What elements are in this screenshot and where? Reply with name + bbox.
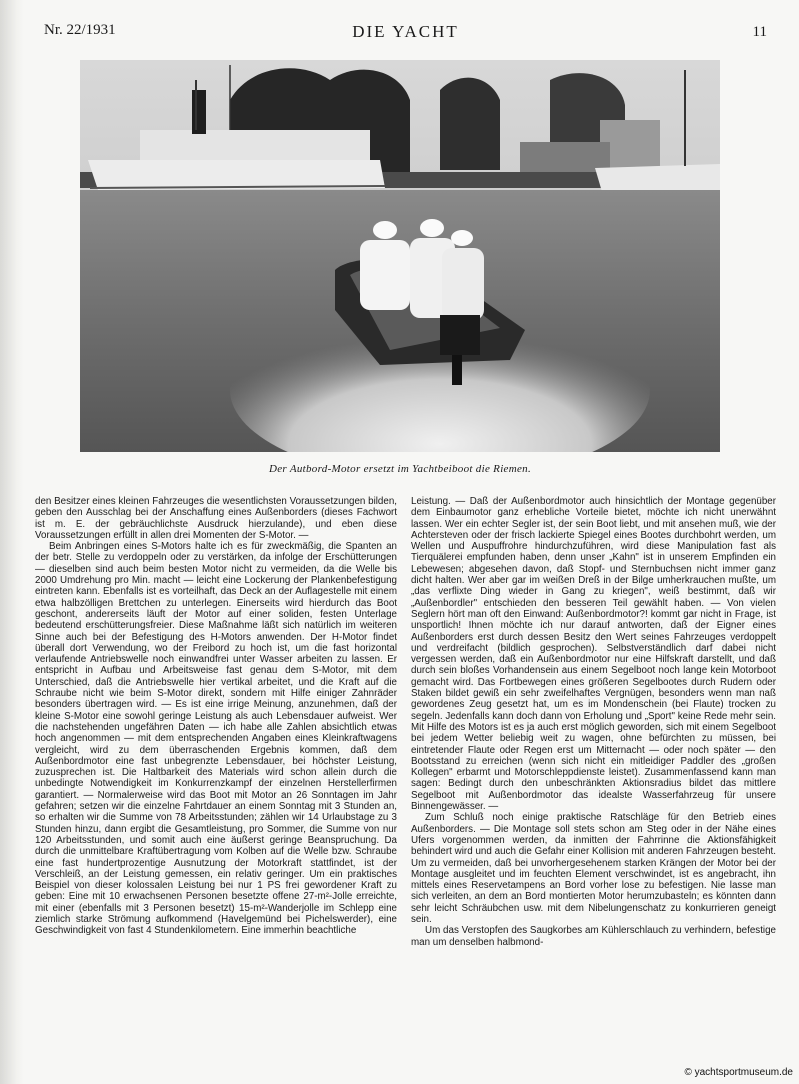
magazine-title: DIE YACHT bbox=[352, 22, 459, 41]
paragraph: den Besitzer eines kleinen Fahrzeuges die wesentlichsten Voraussetzungen bilden, geben den Ausschlag bei der Anschaffung eines Außenborders (dieses Fachwort ist m. E. der gebräuchlichste Ausdruck hierzulande), und eben diese Voraussetzungen erfüllt in allen drei Momenten der S-Motor. — bbox=[35, 496, 397, 541]
photo-illustration bbox=[80, 60, 720, 452]
paragraph: Leistung. — Daß der Außenbordmotor auch hinsichtlich der Montage gegenüber dem Einbaumotor ganz erhebliche Vorteile bietet, möchte ich nicht unerwähnt lassen. Wer ein echter Segler ist, der sein Boot liebt, und mit ansehen muß, wie der Achtersteven oder der frisch lackierte Spiegel eines Bootes durchbohrt werden, um Wellen und Auspuffrohre hindurchzuführen, wird diese Manipulation fast als Tierquälerei empfunden haben, denn unser „Kahn" ist in unserem Empfinden ein Lebewesen; abgesehen davon, daß Stopf- und Sternbuchsen nicht immer ganz dicht halten. Wer aber gar im weißen Dreß in der Bilge umherkrauchen mußte, um „das verflixte Ding wieder in Gang zu kriegen", weiß bestimmt, daß wir „Außenbordler" entschieden den besseren Teil gewählt haben. — Von vielen Seglern hört man oft den Einwand: Außenbordmotor?! kommt gar nicht in Frage, ist unsportlich! Ihnen möchte ich nur darauf antworten, daß der Eigner eines Außenborders erst durch dessen Besitz den Wert seines Fahrzeuges verdoppelt und verdreifacht (bildlich gesprochen). Selbstverständlich darf dabei nicht vergessen werden, daß ein Außenbordmotor nur eine Hilfskraft darstellt, und daß durch sein bloßes Vorhandensein aus einem Segelboot noch lange kein Motorboot gemacht wird. Das Fortbewegen eines größeren Segelbootes durch Rudern oder Staken bildet gewiß ein sehr zweifelhaftes Vergnügen, besonders wenn man naß gewordenes Zeug gesetzt hat, um es im Mondenschein (bei Flaute) trocken zu segeln. Jedenfalls kann doch dann von Erholung und „Sport" keine Rede mehr sein. Mit Hilfe des Motors ist es ja auch erst möglich geworden, sich mit einem Segelboot bei jedem Wetter beliebig weit zu wagen, ohne befürchten zu müssen, bei eintretender Flaute oder Regen erst um Mitternacht — oder noch später — den Bootsstand zu erreichen (wenn sich nicht ein mitleidiger Paddler des „großen Kollegen" erbarmt und Motorschleppdienste leistet). Zusammenfassend kann man sagen: Bedingt durch den unbeschränkten Aktionsradius bildet das mittlere Segelboot mit Außenbordmotor das idealste Wasserfahrzeug für unsere Binnengewässer. — bbox=[411, 496, 776, 813]
issue-number: Nr. 22/1931 bbox=[44, 22, 116, 38]
paragraph: Zum Schluß noch einige praktische Ratschläge für den Betrieb eines Außenborders. — Die Montage soll stets schon am Steg oder in der Nähe eines Ufers vorgenommen werden, da inmitten der Fahrrinne die Aktionsfähigkeit behindert wird und auch die Gefahr einer Kollision mit anderen Fahrzeugen besteht. Um zu vermeiden, daß bei unvorhergesehenem starken Krängen der Motor bei der Montage ausgleitet und im feuchten Element verschwindet, ist es angebracht, ihn mittels eines Reservetampens an Bord vorher lose zu befestigen. Nie lasse man sich verleiten, an dem an Bord montierten Motor herumzubasteln; es könnten dann sehr leicht Schräubchen usw. mit dem Nibelungenschatz zu konkurrieren geneigt sein. bbox=[411, 812, 776, 925]
page-binding-edge bbox=[0, 0, 24, 1084]
paragraph: Beim Anbringen eines S-Motors halte ich es für zweckmäßig, die Spanten an der betr. Stelle zu verdoppeln oder zu verstärken, da infolge der Erschütterungen — dieselben sind auch beim besten Motor nicht zu vermeiden, da die Welle bis 2000 Umdrehung pro Min. macht — leicht eine Lockerung der Plankenbefestigung eintreten kann. Ebenfalls ist es vorteilhaft, das Deck an der Auflagestelle mit einem etwa halbzölligen Brettchen zu unterlegen. Einerseits wird hierdurch das Boot geschont, andererseits läuft der Motor auf einer soliden, festen Unterlage bedeutend erschütterungsfreier. Diese Maßnahme läßt sich natürlich im weiteren Sinne auch bei der Befestigung des H-Motors anwenden. Der H-Motor findet überall dort Verwendung, wo der Freibord zu hoch ist, um die fast horizontal verlaufende Antriebswelle noch einwandfrei unter Wasser arbeiten zu lassen. Er entspricht in Aufbau und Arbeitsweise fast genau dem S-Motor, mit dem Unterschied, daß die Antriebswelle hier vertikal arbeitet, und die Kraft auf die Schraube nicht wie beim S-Motor direkt, sondern mit Hilfe einiger Zahnräder besonders übertragen wird. — Es ist eine irrige Meinung, anzunehmen, daß der kleine S-Motor eine sowohl geringe Leistung als auch Lebensdauer aufweist. Wer die nachstehenden ungefähren Daten — ich habe alle Zahlen absichtlich etwas hoch angenommen — mit dem entsprechenden Angaben eines Kleinkraftwagens vergleicht, wird zu dem überraschenden Ergebnis kommen, daß dem Außenbordmotor eine fast unbegrenzte Lebensdauer, bei höchster Leistung, zuzusprechen ist. Die Haltbarkeit des Materials wird schon allein durch die unbedingte Notwendigkeit im Konkurrenzkampf der einzelnen Herstellerfirmen garantiert. — Normalerweise wird das Boot mit Motor an 26 Sonntagen im Jahr gefahren; setzen wir die einzelne Fahrtdauer an einem Sonntag mit 3 Stunden an, so erhalten wir die Summe von 78 Arbeitsstunden; zählen wir 14 Urlaubstage zu 3 Stunden hinzu, dann ergibt die Gesamtleistung, pro Sommer, die Summe von nur 120 Arbeitsstunden, und somit auch eine äußerst geringe Beanspruchung. Da durch die unmittelbare Kraftübertragung vom Kolben auf die Welle bzw. Schraube eine fast hundertprozentige Ausnutzung der Motorkraft stattfindet, ist der Verschleiß, an der Leistung gemessen, ein relativ geringer. Um ein praktisches Beispiel von dieser kolossalen Leistung bei nur 1 PS frei gewordener Kraft zu geben: Eine mit 10 erwachsenen Personen besetzte offene 27-m²-Jolle erreichte, mit einer (ebenfalls mit 3 Personen besetzt) 15-m²-Wanderjolle im Schlepp eine ziemlich starke Strömung aufkommend (Havelgemünd bei Pichelswerder), eine Geschwindigkeit von fast 4 Stundenkilometern. Eine immerhin beachtliche bbox=[35, 541, 397, 937]
paragraph: Um das Verstopfen des Saugkorbes am Kühlerschlauch zu verhindern, befestige man um denselben halbmond- bbox=[411, 925, 776, 948]
text-column-right bbox=[411, 496, 776, 948]
page-number: 11 bbox=[752, 24, 767, 40]
page-header bbox=[44, 22, 767, 48]
outboard-boat-photo bbox=[80, 60, 720, 452]
text-column-left bbox=[35, 496, 397, 937]
photo-caption: Der Autbord-Motor ersetzt im Yachtbeiboot die Riemen. bbox=[268, 463, 532, 475]
copyright-watermark: © yachtsportmuseum.de bbox=[684, 1067, 793, 1078]
